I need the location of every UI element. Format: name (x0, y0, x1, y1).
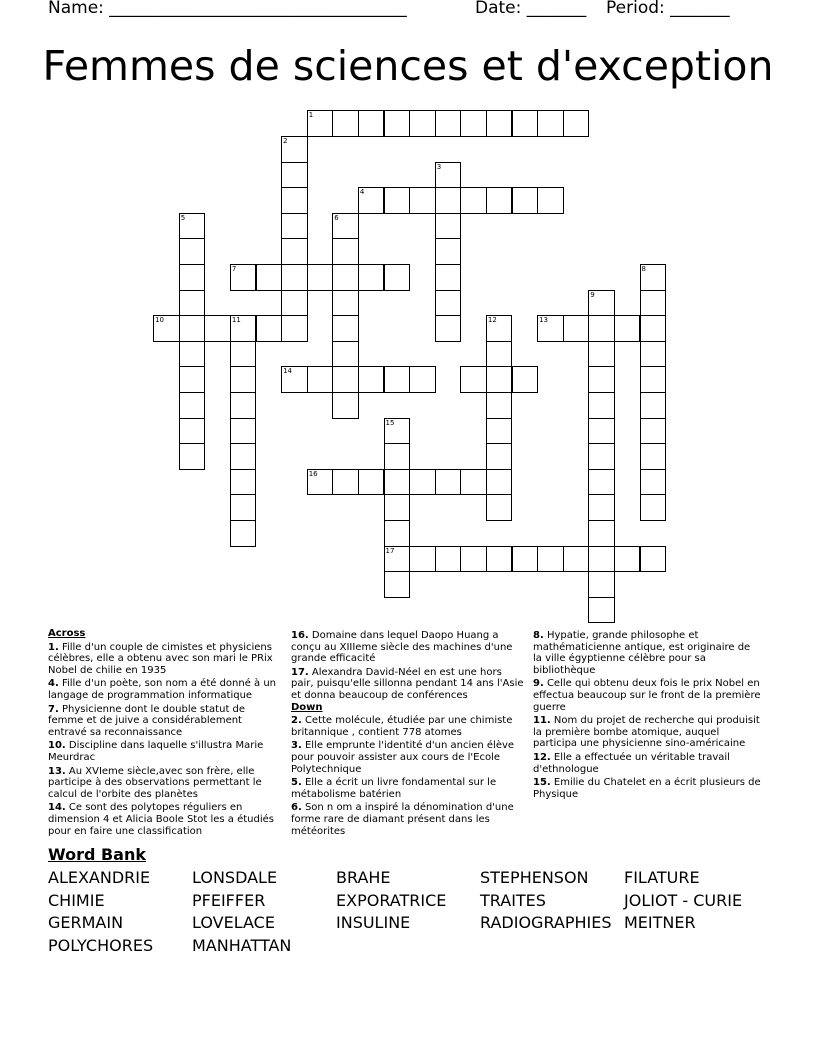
crossword-cell[interactable] (204, 315, 231, 342)
clue-number: 11 (231, 316, 241, 325)
crossword-cell[interactable] (256, 315, 283, 342)
crossword-cell[interactable] (486, 443, 513, 470)
crossword-cell[interactable] (332, 392, 359, 419)
crossword-cell[interactable] (281, 136, 308, 163)
clue-text: Au XVIeme siècle,avec son frère, elle participe à des observations permettant le calcul de l'orbite des planètes (48, 765, 262, 800)
page-title: Femmes de sciences et d'exception (42, 42, 774, 90)
crossword-cell[interactable] (384, 443, 411, 470)
period-field[interactable]: Period: _______ (606, 0, 730, 18)
crossword-cell[interactable] (640, 443, 667, 470)
clue-text: Elle a écrit un livre fondamental sur le métabolisme batérien (291, 777, 497, 800)
clue-text: Elle emprunte l'identité d'un ancien élève pour pouvoir assister aux cours de l'Ecole Polytechnique (291, 740, 515, 775)
word-bank-title: Word Bank (48, 845, 147, 864)
clue-number: 7. (48, 703, 59, 715)
crossword-cell[interactable] (486, 392, 513, 419)
crossword-cell[interactable] (486, 315, 513, 342)
crossword-cell[interactable] (460, 366, 487, 393)
word-bank-item: RADIOGRAPHIES (480, 913, 612, 933)
across-clue (48, 740, 280, 763)
clue-number: 8 (641, 265, 646, 273)
crossword-cell[interactable] (307, 264, 334, 291)
crossword-cell[interactable] (640, 469, 667, 496)
down-clue (533, 777, 761, 800)
crossword-cell[interactable] (384, 264, 411, 291)
crossword-cell[interactable] (640, 392, 667, 419)
crossword-cell[interactable] (307, 366, 334, 393)
crossword-cell[interactable] (230, 264, 257, 291)
crossword-cell[interactable] (281, 162, 308, 189)
crossword-cell[interactable] (179, 366, 206, 393)
clue-number: 2 (283, 137, 288, 145)
clue-number: 1 (308, 111, 314, 120)
crossword-cell[interactable] (179, 264, 206, 291)
crossword-cell[interactable] (614, 315, 641, 342)
crossword-cell[interactable] (435, 110, 462, 137)
crossword-cell[interactable] (358, 366, 385, 393)
crossword-cell[interactable] (384, 494, 411, 521)
crossword-cell[interactable] (384, 571, 411, 598)
word-bank-item: POLYCHORES (48, 936, 154, 956)
down-clue (291, 777, 525, 800)
crossword-cell[interactable] (281, 238, 308, 265)
word-bank-item: BRAHE (336, 868, 391, 887)
crossword-cell[interactable] (512, 110, 539, 137)
crossword-cell[interactable] (435, 290, 462, 317)
crossword-cell[interactable] (512, 187, 539, 214)
word-bank-item: MEITNER (624, 913, 696, 933)
crossword-cell[interactable] (460, 469, 487, 496)
across-heading: Across (48, 628, 86, 639)
crossword-cell[interactable] (384, 418, 411, 445)
crossword-cell[interactable] (332, 238, 359, 265)
crossword-cell[interactable] (179, 392, 206, 419)
crossword-cell[interactable] (537, 187, 564, 214)
crossword-cell[interactable] (179, 238, 206, 265)
clue-number: 17 (385, 546, 395, 555)
crossword-cell[interactable] (640, 418, 667, 445)
across-clue (48, 766, 280, 801)
crossword-cell[interactable] (435, 187, 462, 214)
crossword-cell[interactable] (230, 443, 257, 470)
crossword-cell[interactable] (588, 443, 615, 470)
down-clue (533, 630, 761, 676)
crossword-cell[interactable] (588, 341, 615, 368)
clue-number: 5. (291, 777, 302, 789)
clue-number: 9. (533, 678, 544, 690)
across-clue (48, 642, 280, 677)
word-bank-item: ALEXANDRIE (48, 868, 151, 887)
crossword-cell[interactable] (384, 187, 411, 214)
across-clue (291, 667, 525, 702)
down-clue (291, 802, 525, 837)
crossword-cell[interactable] (486, 341, 513, 368)
crossword-cell[interactable] (588, 571, 615, 598)
crossword-cell[interactable] (588, 418, 615, 445)
crossword-cell[interactable] (409, 366, 436, 393)
clues-column-1 (48, 628, 280, 837)
clue-text: Domaine dans lequel Daopo Huang a conçu au XIIIeme siècle des machines d'une grande efficacité (291, 630, 513, 665)
crossword-cell[interactable] (230, 469, 257, 496)
name-field[interactable]: Name: ___________________________________ (48, 0, 407, 18)
clue-number: 5 (180, 213, 186, 222)
crossword-cell[interactable] (640, 264, 667, 291)
clue-number: 4 (359, 188, 365, 197)
crossword-cell[interactable] (563, 315, 590, 342)
clue-text: Ce sont des polytopes réguliers en dimension 4 et Alicia Boole Stot les a étudiés pour en faire une classification (48, 802, 274, 837)
word-bank-item: MANHATTAN (192, 936, 292, 956)
crossword-cell[interactable] (384, 366, 411, 393)
word-bank-item: PFEIFFER (192, 890, 266, 910)
crossword-cell[interactable] (640, 546, 667, 573)
clue-number: 1. (48, 641, 59, 653)
crossword-cell[interactable] (358, 110, 385, 137)
crossword-cell[interactable] (332, 110, 359, 137)
crossword-cell[interactable] (486, 366, 513, 393)
crossword-cell[interactable] (486, 469, 513, 496)
down-clue (291, 715, 525, 738)
crossword-cell[interactable] (588, 290, 615, 317)
crossword-cell[interactable] (435, 238, 462, 265)
clue-number: 13. (48, 765, 66, 777)
down-clue (291, 740, 525, 775)
clue-number: 6. (291, 802, 302, 814)
crossword-cell[interactable] (486, 110, 513, 137)
crossword-cell[interactable] (307, 469, 334, 496)
word-bank-item: LOVELACE (192, 913, 275, 933)
crossword-cell[interactable] (588, 597, 615, 624)
crossword-cell[interactable] (588, 520, 615, 547)
crossword-cell[interactable] (179, 341, 206, 368)
crossword-cell[interactable] (435, 469, 462, 496)
crossword-cell[interactable] (409, 546, 436, 573)
crossword-cell[interactable] (179, 418, 206, 445)
crossword-cell[interactable] (332, 315, 359, 342)
clue-number: 3. (291, 740, 302, 752)
crossword-cell[interactable] (384, 469, 411, 496)
clue-text: Elle a effectuée un véritable travail d'ethnologue (533, 751, 730, 775)
across-clue (48, 678, 280, 701)
clue-number: 11. (533, 715, 551, 727)
clue-number: 17. (291, 666, 309, 678)
crossword-cell[interactable] (256, 264, 283, 291)
clue-number: 16. (291, 630, 309, 641)
crossword-cell[interactable] (409, 110, 436, 137)
crossword-cell[interactable] (486, 418, 513, 445)
date-field[interactable]: Date: _______ (475, 0, 587, 18)
crossword-cell[interactable] (384, 546, 411, 573)
crossword-cell[interactable] (588, 366, 615, 393)
clue-text: Fille d'un couple de cimistes et physiciens célèbres, elle a obtenu avec son mari le PRix Nobel de chilie en 1935 (48, 641, 273, 676)
crossword-cell[interactable] (332, 341, 359, 368)
crossword-cell[interactable] (153, 315, 180, 342)
clue-number: 16 (308, 469, 318, 478)
crossword-cell[interactable] (230, 520, 257, 547)
crossword-cell[interactable] (537, 546, 564, 573)
clue-number: 15 (385, 418, 395, 427)
across-clue (48, 802, 280, 837)
crossword-cell[interactable] (179, 213, 206, 240)
clue-number: 2. (291, 715, 302, 727)
clue-number: 7 (231, 265, 237, 273)
clue-text: Cette molécule, étudiée par une chimiste britannique , contient 778 atomes (291, 715, 513, 738)
crossword-cell[interactable] (486, 546, 513, 573)
clue-number: 14 (283, 367, 293, 376)
clues-column-3 (533, 628, 761, 800)
across-clue (48, 704, 280, 739)
crossword-cell[interactable] (384, 520, 411, 547)
word-bank-item: GERMAIN (48, 913, 124, 933)
clue-number: 3 (436, 162, 442, 171)
clue-text: Discipline dans laquelle s'illustra Marie Meurdrac (48, 740, 264, 763)
clue-text: Physicienne dont le double statut de femme et de juive a considérablement entravé sa reconnaissance (48, 703, 246, 738)
clue-text: Alexandra David-Néel en est une hors pair, puisqu'elle sillonna pendant 14 ans l'Asie et donna beaucoup de conférences (291, 666, 524, 701)
crossword-cell[interactable] (332, 469, 359, 496)
crossword-cell[interactable] (588, 469, 615, 496)
crossword-cell[interactable] (640, 290, 667, 317)
crossword-cell[interactable] (640, 494, 667, 521)
clue-number: 15. (533, 777, 551, 789)
crossword-cell[interactable] (537, 315, 564, 342)
crossword-cell[interactable] (460, 110, 487, 137)
clue-text: Hypatie, grande philosophe et mathématicienne antique, est originaire de la ville égyptienne célèbre pour sa bibliothèque (533, 630, 751, 676)
across-clue (291, 630, 525, 665)
crossword-cell[interactable] (358, 187, 385, 214)
word-bank-item: FILATURE (624, 868, 700, 887)
crossword-cell[interactable] (179, 290, 206, 317)
clue-number: 14. (48, 802, 66, 814)
crossword-cell[interactable] (409, 187, 436, 214)
crossword-cell[interactable] (332, 290, 359, 317)
crossword-cell[interactable] (332, 264, 359, 291)
clue-number: 8. (533, 630, 544, 641)
crossword-cell[interactable] (563, 546, 590, 573)
word-bank-item: STEPHENSON (480, 868, 589, 887)
clue-number: 10. (48, 740, 66, 752)
down-clue (533, 715, 761, 750)
clue-number: 13 (539, 316, 549, 325)
crossword-cell[interactable] (588, 546, 615, 573)
word-bank-item: JOLIOT - CURIE (624, 890, 743, 910)
down-clue (533, 752, 761, 775)
crossword-cell[interactable] (640, 366, 667, 393)
crossword-cell[interactable] (486, 187, 513, 214)
crossword-cell[interactable] (435, 162, 462, 189)
clue-number: 4. (48, 678, 59, 690)
clue-number: 12. (533, 751, 551, 763)
word-bank-item: LONSDALE (192, 868, 278, 887)
crossword-cell[interactable] (563, 110, 590, 137)
clue-text: Celle qui obtenu deux fois le prix Nobel en effectua beaucoup sur le front de la première guerre (533, 678, 761, 713)
crossword-cell[interactable] (230, 494, 257, 521)
crossword-cell[interactable] (230, 315, 257, 342)
crossword-cell[interactable] (588, 392, 615, 419)
crossword-cell[interactable] (435, 315, 462, 342)
crossword-cell[interactable] (230, 366, 257, 393)
crossword-cell[interactable] (179, 443, 206, 470)
crossword-cell[interactable] (588, 494, 615, 521)
down-heading: Down (291, 701, 323, 713)
crossword-cell[interactable] (230, 341, 257, 368)
clue-number: 12 (487, 316, 497, 325)
crossword-cell[interactable] (281, 290, 308, 317)
crossword-cell[interactable] (358, 264, 385, 291)
crossword-cell[interactable] (358, 469, 385, 496)
crossword-cell[interactable] (588, 315, 615, 342)
crossword-cell[interactable] (512, 546, 539, 573)
clue-text: Emilie du Chatelet en a écrit plusieurs de Physique (533, 777, 761, 800)
crossword-cell[interactable] (614, 546, 641, 573)
crossword-cell[interactable] (640, 315, 667, 342)
crossword-cell[interactable] (460, 546, 487, 573)
crossword-cell[interactable] (179, 315, 206, 342)
crossword-cell[interactable] (435, 264, 462, 291)
crossword-cell[interactable] (281, 187, 308, 214)
crossword-cell[interactable] (640, 341, 667, 368)
word-bank-item: CHIMIE (48, 890, 105, 910)
crossword-cell[interactable] (281, 315, 308, 342)
clue-number: 9 (590, 290, 595, 299)
crossword-cell[interactable] (435, 546, 462, 573)
clues-column-2 (291, 628, 525, 837)
crossword-cell[interactable] (384, 110, 411, 137)
word-bank-item: TRAITES (480, 890, 546, 910)
crossword-cell[interactable] (332, 366, 359, 393)
crossword-cell[interactable] (460, 187, 487, 214)
crossword-cell[interactable] (230, 418, 257, 445)
down-clue (533, 678, 761, 713)
clue-text: Nom du projet de recherche qui produisit la première bombe atomique, auquel participa une physicienne sino-américaine (533, 715, 760, 750)
word-bank-item: EXPORATRICE (336, 890, 447, 910)
crossword-cell[interactable] (409, 469, 436, 496)
crossword-cell[interactable] (307, 110, 334, 137)
clue-number: 10 (155, 316, 165, 325)
crossword-cell[interactable] (435, 213, 462, 240)
crossword-cell[interactable] (332, 213, 359, 240)
clue-number: 6 (334, 213, 339, 222)
clue-text: Fille d'un poète, son nom a été donné à un langage de programmation informatique (48, 678, 277, 701)
crossword-cell[interactable] (281, 264, 308, 291)
crossword-cell[interactable] (281, 366, 308, 393)
crossword-cell[interactable] (281, 213, 308, 240)
crossword-cell[interactable] (230, 392, 257, 419)
clue-text: Son n om a inspiré la dénomination d'une forme rare de diamant présent dans les météorites (291, 802, 514, 837)
crossword-cell[interactable] (512, 366, 539, 393)
word-bank-item: INSULINE (336, 913, 411, 933)
crossword-cell[interactable] (486, 494, 513, 521)
crossword-cell[interactable] (537, 110, 564, 137)
